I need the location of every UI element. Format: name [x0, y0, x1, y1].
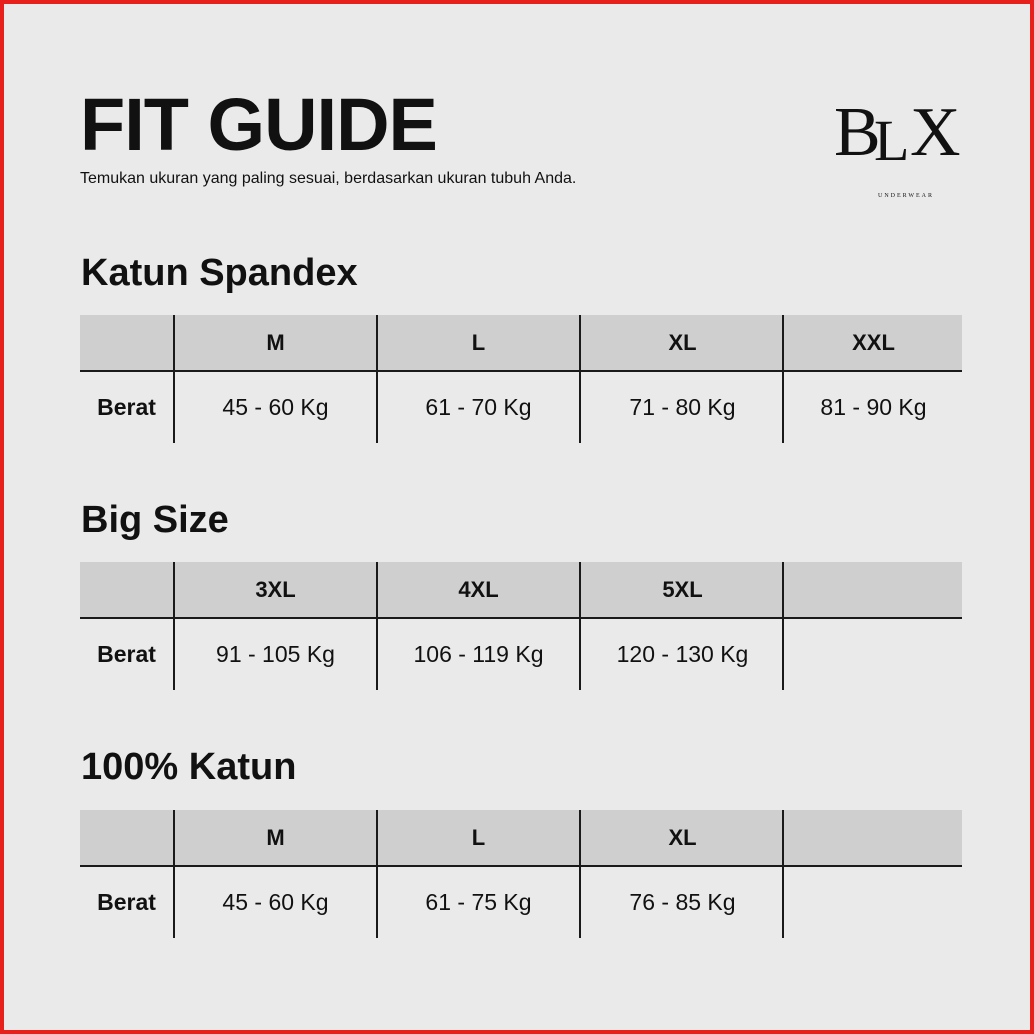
section-title-big-size: Big Size [81, 499, 229, 541]
weight-value: 106 - 119 Kg [413, 641, 544, 667]
size-header: L [471, 329, 486, 355]
row-label: Berat [97, 641, 156, 667]
logo-letter-b: B [834, 94, 881, 171]
size-header: 4XL [458, 576, 499, 602]
size-header [785, 562, 962, 617]
weight-value: 71 - 80 Kg [629, 394, 736, 420]
size-header: XL [668, 329, 697, 355]
brand-logo [830, 92, 970, 204]
logo-letter-l: L [874, 108, 910, 173]
weight-value: 91 - 105 Kg [216, 641, 335, 667]
size-header: 3XL [255, 576, 296, 602]
weight-value: 61 - 70 Kg [425, 394, 532, 420]
size-header [785, 810, 962, 865]
column-divider [579, 562, 581, 690]
row-label: Berat [97, 889, 156, 915]
size-header: M [266, 329, 285, 355]
size-header: XXL [852, 329, 895, 355]
size-header: L [471, 824, 486, 850]
column-divider [173, 315, 175, 443]
column-divider [376, 315, 378, 443]
column-divider [173, 562, 175, 690]
page-subtitle: Temukan ukuran yang paling sesuai, berdasarkan ukuran tubuh Anda. [80, 170, 577, 187]
size-header: M [266, 824, 285, 850]
row-label: Berat [97, 394, 156, 420]
weight-value: 76 - 85 Kg [629, 889, 736, 915]
logo-letter-x: X [910, 94, 961, 171]
weight-value: 120 - 130 Kg [616, 641, 749, 667]
column-divider [173, 810, 175, 938]
weight-value [785, 619, 962, 690]
weight-value: 81 - 90 Kg [820, 394, 927, 420]
section-title-100-katun: 100% Katun [81, 746, 297, 788]
weight-value: 45 - 60 Kg [222, 889, 329, 915]
logo-subtext: UNDERWEAR [878, 193, 934, 199]
column-divider [782, 315, 784, 443]
column-divider [579, 810, 581, 938]
weight-value: 45 - 60 Kg [222, 394, 329, 420]
weight-value: 61 - 75 Kg [425, 889, 532, 915]
brand-logo-mark [830, 92, 970, 172]
size-table-katun-spandex [80, 315, 962, 443]
column-divider [782, 810, 784, 938]
column-divider [376, 562, 378, 690]
section-title-katun-spandex: Katun Spandex [81, 252, 358, 294]
size-table-100-katun [80, 810, 962, 938]
column-divider [579, 315, 581, 443]
size-header: 5XL [662, 576, 703, 602]
page-title: FIT GUIDE [80, 83, 437, 166]
size-table-big-size [80, 562, 962, 690]
size-header: XL [668, 824, 697, 850]
column-divider [376, 810, 378, 938]
weight-value [785, 867, 962, 938]
column-divider [782, 562, 784, 690]
